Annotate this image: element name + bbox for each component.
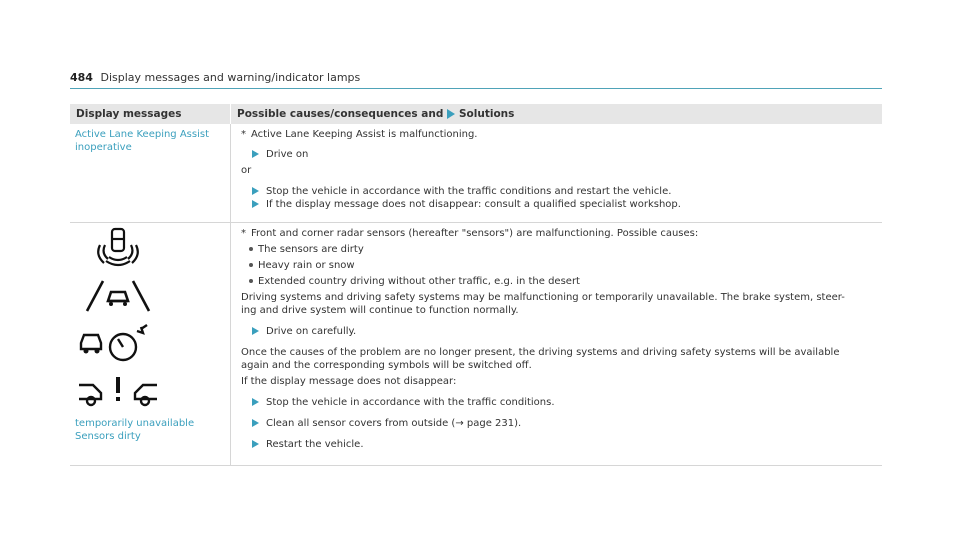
header-divider bbox=[70, 88, 882, 89]
page-header-title: Display messages and warning/indicator lamps bbox=[100, 71, 361, 84]
message-text-line1: Active Lane Keeping Assist bbox=[75, 129, 210, 140]
step-arrow-icon bbox=[252, 327, 259, 335]
step-arrow-icon bbox=[252, 187, 259, 195]
col-header-causes bbox=[231, 104, 883, 124]
bullet-icon bbox=[249, 247, 253, 251]
cause-text: * Active Lane Keeping Assist is malfunctioning. bbox=[241, 129, 478, 140]
bullet-icon bbox=[249, 279, 253, 283]
list-item: Extended country driving without other traffic, e.g. in the desert bbox=[241, 275, 872, 288]
page-reference-link[interactable]: page 231). bbox=[463, 417, 522, 429]
step-arrow-icon bbox=[252, 150, 259, 158]
causes-cell bbox=[231, 222, 883, 465]
causes-cell bbox=[231, 124, 883, 222]
table-row bbox=[70, 124, 882, 222]
solution-step: If the display message does not disappear: consult a qualified specialist workshop. bbox=[241, 198, 872, 211]
solution-step: Stop the vehicle in accordance with the traffic conditions and restart the vehicle. bbox=[241, 185, 872, 198]
step-arrow-icon bbox=[252, 440, 259, 448]
cause-text: * Front and corner radar sensors (hereafter "sensors") are malfunctioning. Possible causes: bbox=[241, 227, 699, 239]
solution-step: Drive on bbox=[241, 148, 872, 161]
step-arrow-icon bbox=[252, 398, 259, 406]
page-reference-arrow-icon: → bbox=[455, 417, 464, 429]
or-text: or bbox=[241, 165, 252, 176]
step-arrow-icon bbox=[252, 419, 259, 427]
display-messages-table bbox=[70, 104, 882, 466]
info-paragraph: Once the causes of the problem are no longer present, the driving systems and driving safety systems will be available again and the corresponding symbols will be switched off. bbox=[241, 346, 840, 371]
page-header bbox=[70, 71, 882, 84]
message-cell bbox=[70, 222, 231, 465]
message-cell bbox=[70, 124, 231, 222]
table-row bbox=[70, 222, 882, 465]
list-item: Heavy rain or snow bbox=[241, 259, 872, 272]
footnote-star: * bbox=[241, 129, 246, 140]
message-text-line1: temporarily unavailable bbox=[75, 417, 195, 429]
col-header-causes-label: Possible causes/consequences and bbox=[237, 108, 444, 120]
solution-step: Clean all sensor covers from outside (→ page 231). bbox=[241, 417, 872, 430]
col-header-solutions-label: Solutions bbox=[459, 108, 515, 120]
page-number: 484 bbox=[70, 71, 93, 84]
bullet-icon bbox=[249, 263, 253, 267]
solution-step: Drive on carefully. bbox=[241, 325, 872, 338]
solutions-arrow-icon bbox=[447, 109, 455, 119]
info-paragraph: If the display message does not disappear: bbox=[241, 375, 457, 387]
info-paragraph: Driving systems and driving safety systems may be malfunctioning or temporarily unavailable. The brake system, steer- ing and drive system will continue to function normally. bbox=[241, 291, 845, 316]
table-header-row bbox=[70, 104, 882, 124]
car-speedometer-icon bbox=[75, 323, 161, 363]
solution-step: Stop the vehicle in accordance with the traffic conditions. bbox=[241, 396, 872, 409]
car-radar-waves-icon bbox=[75, 227, 161, 267]
lane-keeping-car-icon bbox=[75, 275, 161, 315]
step-arrow-icon bbox=[252, 200, 259, 208]
car-sensor-warning-icon bbox=[75, 371, 161, 411]
message-text-line2: Sensors dirty bbox=[75, 430, 141, 442]
footnote-star: * bbox=[241, 227, 246, 239]
col-header-display-messages: Display messages bbox=[70, 104, 231, 124]
message-text-line2: inoperative bbox=[75, 142, 132, 153]
solution-step: Restart the vehicle. bbox=[241, 438, 872, 451]
list-item: The sensors are dirty bbox=[241, 243, 872, 256]
